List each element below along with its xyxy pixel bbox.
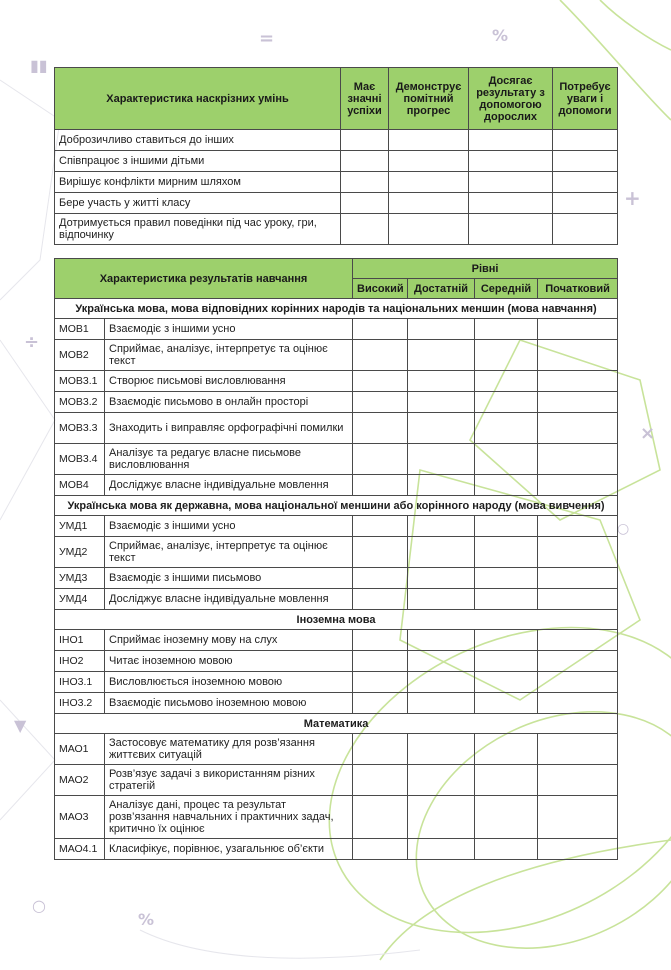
result-text: Читає іноземною мовою [105,651,353,672]
level-cell[interactable] [538,693,618,714]
pause-icon: ▮▮ [30,56,48,75]
table-row [55,444,618,475]
result-code: ІНО2 [55,651,105,672]
result-code: ІНО1 [55,630,105,651]
level-cell[interactable] [353,537,408,568]
level-cell[interactable] [538,672,618,693]
rating-cell[interactable] [341,193,389,214]
result-text: Створює письмові висловлювання [105,371,353,392]
level-cell[interactable] [475,371,538,392]
skill-label: Доброзичливо ставиться до інших [55,130,341,151]
result-text: Взаємодіє з іншими усно [105,516,353,537]
rating-cell[interactable] [341,130,389,151]
result-text: Взаємодіє з іншими письмово [105,568,353,589]
table-row [55,651,618,672]
table-row [55,796,618,839]
percent-icon: % [492,26,509,45]
column-header: Потребує уваги і допомоги [553,68,618,130]
level-cell[interactable] [538,392,618,413]
skill-label: Співпрацює з іншими дітьми [55,151,341,172]
level-cell[interactable] [538,444,618,475]
table-row [55,172,618,193]
skills-table [54,67,618,245]
level-cell[interactable] [408,693,475,714]
result-text: Сприймає іноземну мову на слух [105,630,353,651]
level-cell[interactable] [353,672,408,693]
level-cell[interactable] [475,734,538,765]
table-row [55,319,618,340]
result-code: МОВ3.1 [55,371,105,392]
level-cell[interactable] [475,475,538,496]
section-title: Математика [55,714,618,734]
section-row [55,496,618,516]
level-cell[interactable] [353,340,408,371]
level-cell[interactable] [475,413,538,444]
table-row [55,340,618,371]
result-text: Досліджує власне індивідуальне мовлення [105,475,353,496]
level-cell[interactable] [353,630,408,651]
table-row [55,130,618,151]
level-cell[interactable] [408,371,475,392]
table-row [55,765,618,796]
rating-cell[interactable] [389,214,469,245]
result-text: Знаходить і виправляє орфографічні помилки [105,413,353,444]
section-row [55,299,618,319]
column-header: Демонструє помітний прогрес [389,68,469,130]
percent-icon: % [138,910,155,929]
level-cell[interactable] [538,796,618,839]
level-cell[interactable] [353,319,408,340]
level-cell[interactable] [475,537,538,568]
skill-label: Вирішує конфлікти мирним шляхом [55,172,341,193]
skills-table-header: Характеристика наскрізних умінь [55,68,341,130]
table-row [55,568,618,589]
result-text: Взаємодіє письмово іноземною мовою [105,693,353,714]
table-row [55,693,618,714]
levels-header: Рівні [353,259,618,279]
level-cell[interactable] [538,371,618,392]
table-row [55,537,618,568]
result-code: МОВ4 [55,475,105,496]
level-cell[interactable] [408,589,475,610]
table-row [55,151,618,172]
table-row [55,630,618,651]
level-cell[interactable] [408,537,475,568]
level-cell[interactable] [353,765,408,796]
level-header: Достатній [408,279,475,299]
level-header: Високий [353,279,408,299]
result-text: Класифікує, порівнює, узагальнює об’єкти [105,839,353,860]
level-cell[interactable] [408,392,475,413]
level-cell[interactable] [538,589,618,610]
result-code: ІНО3.1 [55,672,105,693]
column-header: Досягає результату з допомогою дорослих [469,68,553,130]
level-cell[interactable] [408,475,475,496]
level-cell[interactable] [475,340,538,371]
level-cell[interactable] [538,568,618,589]
level-cell[interactable] [538,340,618,371]
level-cell[interactable] [475,839,538,860]
level-cell[interactable] [538,734,618,765]
rating-cell[interactable] [469,151,553,172]
table-row [55,413,618,444]
table-row [55,672,618,693]
result-code: УМД3 [55,568,105,589]
result-code: МОВ1 [55,319,105,340]
level-cell[interactable] [475,589,538,610]
level-cell[interactable] [408,319,475,340]
result-code: МОВ3.2 [55,392,105,413]
result-text: Сприймає, аналізує, інтерпретує та оцінює текст [105,340,353,371]
result-text: Застосовує математику для розв’язання життєвих ситуацій [105,734,353,765]
level-cell[interactable] [408,516,475,537]
table-row [55,392,618,413]
times-icon: × [640,423,656,444]
result-text: Взаємодіє з іншими усно [105,319,353,340]
rating-cell[interactable] [469,172,553,193]
skill-label: Бере участь у житті класу [55,193,341,214]
rating-cell[interactable] [469,214,553,245]
result-code: ІНО3.2 [55,693,105,714]
result-code: МОВ3.4 [55,444,105,475]
rating-cell[interactable] [469,130,553,151]
level-cell[interactable] [408,672,475,693]
table-row [55,589,618,610]
result-code: УМД2 [55,537,105,568]
rating-cell[interactable] [553,172,618,193]
rating-cell[interactable] [389,130,469,151]
rating-cell[interactable] [341,172,389,193]
level-cell[interactable] [353,516,408,537]
rating-cell[interactable] [469,193,553,214]
section-title: Українська мова як державна, мова національної меншини або корінного народу (мова вивчення) [55,496,618,516]
rating-cell[interactable] [389,193,469,214]
result-text: Досліджує власне індивідуальне мовлення [105,589,353,610]
bookmark-icon: ▼ [14,716,27,735]
result-text: Сприймає, аналізує, інтерпретує та оцінює текст [105,537,353,568]
level-cell[interactable] [353,444,408,475]
result-text: Взаємодіє письмово в онлайн просторі [105,392,353,413]
level-cell[interactable] [408,765,475,796]
level-cell[interactable] [475,651,538,672]
rating-cell[interactable] [341,214,389,245]
table-row [55,475,618,496]
level-cell[interactable] [408,734,475,765]
level-cell[interactable] [408,839,475,860]
level-cell[interactable] [475,693,538,714]
level-cell[interactable] [538,651,618,672]
level-cell[interactable] [538,413,618,444]
result-text: Розв’язує задачі з використанням різних стратегій [105,765,353,796]
result-code: МОВ3.3 [55,413,105,444]
level-cell[interactable] [353,839,408,860]
divide-icon: ÷ [24,332,40,353]
section-title: Українська мова, мова відповідних корінних народів та національних меншин (мова навчання) [55,299,618,319]
section-row [55,714,618,734]
circle-icon: ○ [617,521,630,537]
level-cell[interactable] [408,568,475,589]
level-cell[interactable] [475,516,538,537]
equals-icon: = [259,28,275,49]
level-cell[interactable] [353,796,408,839]
level-cell[interactable] [475,568,538,589]
level-cell[interactable] [353,475,408,496]
result-code: МОВ2 [55,340,105,371]
column-header: Має значні успіхи [341,68,389,130]
rating-cell[interactable] [389,172,469,193]
table-row [55,214,618,245]
result-code: МАО3 [55,796,105,839]
table-row [55,193,618,214]
level-cell[interactable] [353,392,408,413]
rating-cell[interactable] [553,193,618,214]
level-cell[interactable] [475,796,538,839]
level-cell[interactable] [408,796,475,839]
level-cell[interactable] [475,392,538,413]
rating-cell[interactable] [341,151,389,172]
skill-label: Дотримується правил поведінки під час уроку, гри, відпочинку [55,214,341,245]
level-cell[interactable] [353,413,408,444]
circle-icon: ○ [32,896,46,915]
level-cell[interactable] [408,651,475,672]
rating-cell[interactable] [553,214,618,245]
results-table-header: Характеристика результатів навчання [55,259,353,299]
level-cell[interactable] [408,340,475,371]
level-cell[interactable] [353,651,408,672]
level-cell[interactable] [408,413,475,444]
result-code: МАО2 [55,765,105,796]
level-cell[interactable] [353,589,408,610]
level-cell[interactable] [475,672,538,693]
level-cell[interactable] [353,568,408,589]
table-row [55,371,618,392]
level-cell[interactable] [538,516,618,537]
level-cell[interactable] [538,839,618,860]
level-cell[interactable] [475,319,538,340]
table-row [55,516,618,537]
level-cell[interactable] [408,444,475,475]
section-title: Іноземна мова [55,610,618,630]
section-row [55,610,618,630]
rating-cell[interactable] [389,151,469,172]
level-header: Середній [475,279,538,299]
level-cell[interactable] [353,693,408,714]
table-row [55,734,618,765]
level-cell[interactable] [408,630,475,651]
plus-icon: + [624,186,641,210]
level-cell[interactable] [538,319,618,340]
level-cell[interactable] [475,444,538,475]
result-text: Висловлюється іноземною мовою [105,672,353,693]
result-code: УМД1 [55,516,105,537]
result-text: Аналізує дані, процес та результат розв’язання навчальних і практичних задач, критично їх оцінює [105,796,353,839]
result-code: МАО4.1 [55,839,105,860]
result-code: МАО1 [55,734,105,765]
level-cell[interactable] [353,371,408,392]
level-header: Початковий [538,279,618,299]
level-cell[interactable] [353,734,408,765]
level-cell[interactable] [538,475,618,496]
level-cell[interactable] [475,765,538,796]
rating-cell[interactable] [553,130,618,151]
level-cell[interactable] [475,630,538,651]
result-code: УМД4 [55,589,105,610]
level-cell[interactable] [538,537,618,568]
rating-cell[interactable] [553,151,618,172]
table-row [55,839,618,860]
result-text: Аналізує та редагує власне письмове висловлювання [105,444,353,475]
level-cell[interactable] [538,765,618,796]
results-table [54,258,618,860]
level-cell[interactable] [538,630,618,651]
